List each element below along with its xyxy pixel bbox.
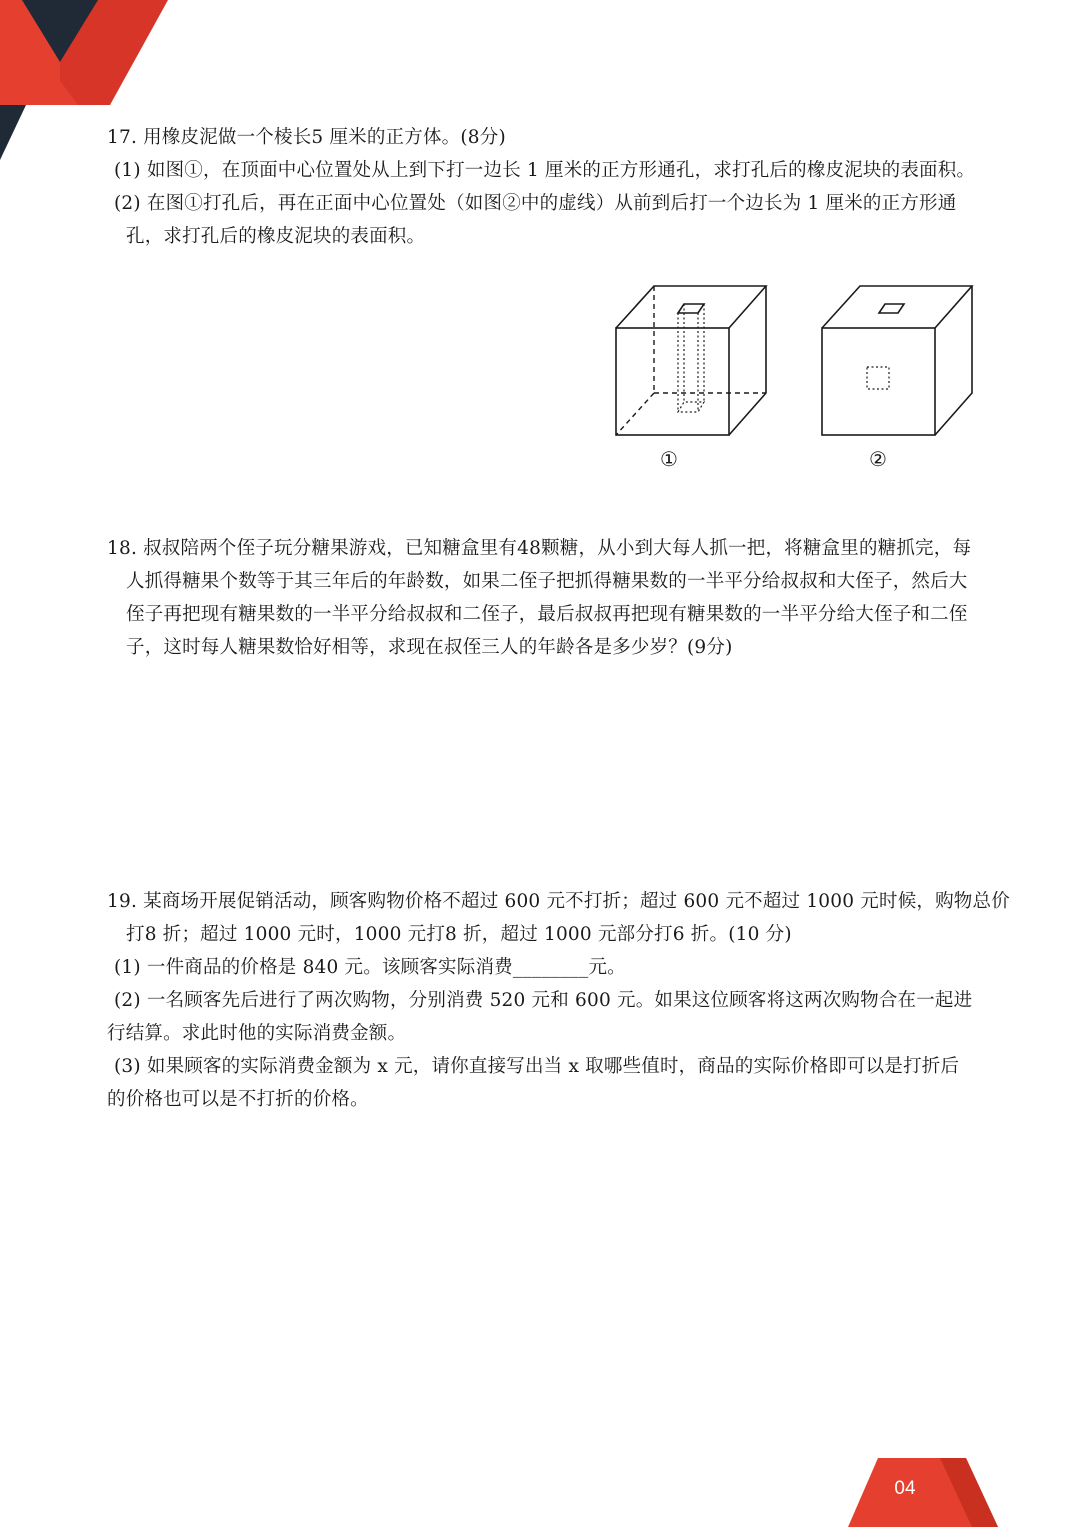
- q19-part1: (1) 一件商品的价格是 840 元。该顾客实际消费________元。: [114, 957, 626, 978]
- q19-part3-line1: (3) 如果顾客的实际消费金额为 x 元，请你直接写出当 x 取哪些值时，商品的实际价格即可以是打折后: [114, 1056, 960, 1077]
- figure-2-label: ②: [869, 447, 887, 471]
- q19-line2: 打8 折；超过 1000 元时，1000 元打8 折，超过 1000 元部分打6 折。(10 分): [126, 924, 792, 945]
- q18-line4: 子，这时每人糖果数恰好相等，求现在叔侄三人的年龄各是多少岁？(9分): [126, 637, 733, 658]
- page-number: 04: [894, 1478, 916, 1499]
- q17-part2-line1: (2) 在图①打孔后，再在正面中心位置处（如图②中的虚线）从前到后打一个边长为 1 厘米的正方形通: [114, 193, 957, 214]
- q18-line3: 侄子再把现有糖果数的一半平分给叔叔和二侄子，最后叔叔再把现有糖果数的一半平分给大侄子和二侄: [126, 604, 968, 625]
- cube-figure-1: [610, 280, 775, 442]
- figure-1-label: ①: [660, 447, 678, 471]
- q19-part2-line2: 行结算。求此时他的实际消费金额。: [107, 1023, 407, 1044]
- cube-figure-2: [816, 280, 981, 442]
- q18-line2: 人抓得糖果个数等于其三年后的年龄数，如果二侄子把抓得糖果数的一半平分给叔叔和大侄子，然后大: [126, 571, 968, 592]
- q17-part2-line2: 孔，求打孔后的橡皮泥块的表面积。: [126, 226, 426, 247]
- q19-part3-line2: 的价格也可以是不打折的价格。: [107, 1089, 369, 1110]
- q19-line1: 19. 某商场开展促销活动，顾客购物价格不超过 600 元不打折；超过 600 元不超过 1000 元时候，购物总价: [107, 891, 1010, 912]
- q17-part1: (1) 如图①，在顶面中心位置处从上到下打一边长 1 厘米的正方形通孔，求打孔后的橡皮泥块的表面积。: [114, 160, 976, 181]
- q18-line1: 18. 叔叔陪两个侄子玩分糖果游戏，已知糖盒里有48颗糖，从小到大每人抓一把，将糖盒里的糖抓完，每: [107, 538, 972, 559]
- q19-part2-line1: (2) 一名顾客先后进行了两次购物，分别消费 520 元和 600 元。如果这位顾客将这两次购物合在一起进: [114, 990, 973, 1011]
- q17-title: 17. 用橡皮泥做一个棱长5 厘米的正方体。(8分): [107, 127, 506, 148]
